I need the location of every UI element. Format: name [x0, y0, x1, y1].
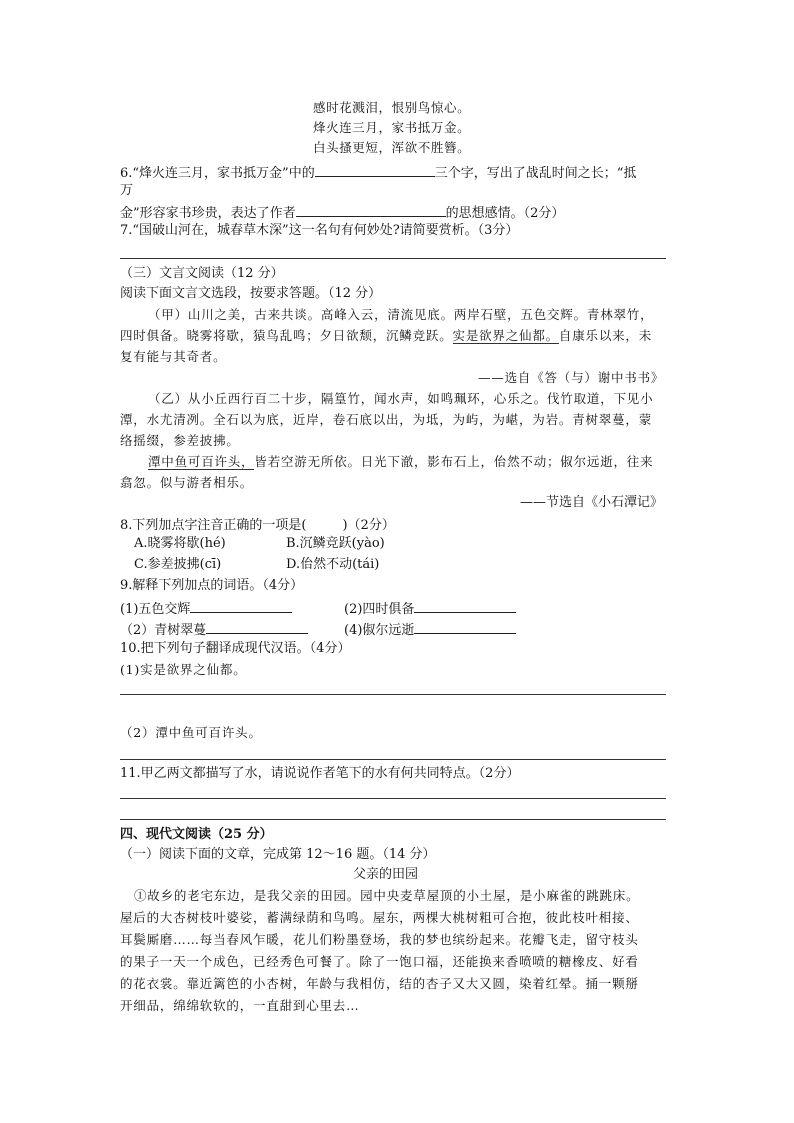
question-9-item-3-label: （2）青树翠蔓	[120, 623, 207, 638]
article-line-3: 耳鬓厮磨……每当春风乍暖，花儿们粉墨登场，我的梦也缤纷起来。花瓣飞走，留守枝头	[120, 932, 639, 947]
article-title: 父亲的田园	[353, 867, 419, 882]
passage-b-line-2: 潭，水尤清冽。全石以为底，近岸，卷石底以出，为坻，为屿，为嵁，为岩。青树翠蔓，蒙	[120, 412, 653, 427]
passage-a-source: ——选自《答（与）谢中书书》	[478, 370, 665, 385]
answer-blank-9-1[interactable]	[190, 598, 292, 613]
passage-a-line-2-text: 四时俱备。晓雾将歇，猿鸟乱鸣；夕日欲颓，沉鳞竞跃。	[120, 328, 453, 343]
passage-a-line-2-end: 自康乐以来，未	[558, 328, 653, 343]
section-4-title: 四、现代文阅读（25 分）	[120, 827, 273, 842]
question-10-item-1: (1)实是欲界之仙都。	[120, 662, 247, 677]
answer-blank-6a[interactable]	[315, 162, 435, 177]
question-8-text: 8.下列加点字注音正确的一项是(	[120, 518, 307, 533]
question-9-item-2	[344, 598, 516, 619]
question-9-item-1	[120, 598, 292, 619]
passage-b-line-3: 络摇缀，参差披拂。	[120, 433, 240, 448]
question-6-line-2: 万	[120, 183, 134, 198]
passage-a-line-3: 复有能与其奇者。	[120, 349, 227, 364]
option-d: D.佁然不动(tái)	[286, 557, 380, 572]
option-b: B.沉鳞竞跃(yào)	[286, 536, 385, 551]
article-line-2: 屋后的大杏树枝叶婆娑，蓄满绿荫和鸟鸣。屋东，两棵大桃树粗可合抱，彼此枝叶相接、	[120, 910, 639, 925]
answer-line-10-1[interactable]	[120, 694, 666, 695]
question-8-text-end: )（2分）	[342, 518, 395, 533]
question-9: 9.解释下列加点的词语。（4分）	[120, 578, 304, 593]
question-9-item-4	[344, 619, 516, 640]
question-6-line-1	[120, 162, 636, 183]
question-9-item-3	[120, 619, 308, 640]
passage-a-line-2	[120, 327, 652, 345]
passage-b-source: ——节选自《小石潭记》	[520, 495, 664, 510]
question-6-text-a: 6.“烽火连三月，家书抵万金”中的	[120, 166, 315, 181]
section-3-title: （三）文言文阅读（12 分）	[120, 266, 284, 281]
section-3-instruction: 阅读下面文言文选段，按要求答题。（12 分）	[120, 286, 382, 301]
question-10: 10.把下列句子翻译成现代汉语。（4分）	[120, 641, 351, 656]
poem-line-2: 烽火连三月，家书抵万金。	[313, 120, 471, 135]
answer-line-10-2[interactable]	[120, 759, 666, 760]
answer-blank-9-3[interactable]	[206, 619, 308, 634]
passage-b-line-4	[148, 453, 653, 471]
poem-line-1: 感时花溅泪，恨别鸟惊心。	[313, 100, 471, 115]
question-11: 11.甲乙两文都描写了水，请说说作者笔下的水有何共同特点。（2分）	[120, 766, 520, 781]
answer-blank-6b[interactable]	[296, 202, 446, 217]
passage-b-line-5: 翕忽。似与游者相乐。	[120, 475, 254, 490]
article-line-4: 的果子一天一个成色，已经秀色可餐了。除了一饱口福，还能换来香喷喷的糖橡皮、好看	[120, 954, 639, 969]
passage-b-underlined-sentence: 潭中鱼可百许头，	[148, 454, 255, 469]
answer-blank-9-4[interactable]	[414, 619, 516, 634]
question-6-line-3	[120, 202, 564, 223]
answer-line-11-1[interactable]	[120, 798, 666, 799]
option-a: A.晓雾将歇(hé)	[134, 536, 226, 551]
answer-line-7[interactable]	[120, 258, 666, 259]
passage-b-line-1: （乙）从小丘西行百二十步，隔篁竹，闻水声，如鸣珮环，心乐之。伐竹取道，下见小	[148, 391, 654, 406]
passage-a-line-1: （甲）山川之美，古来共谈。高峰入云，清流见底。两岸石壁，五色交辉。青林翠竹，	[148, 307, 654, 322]
option-c: C.参差披拂(cī)	[134, 557, 222, 572]
question-9-item-1-label: (1)五色交辉	[120, 602, 191, 617]
passage-a-underlined-sentence: 实是欲界之仙都。	[452, 328, 559, 343]
question-8	[120, 515, 395, 535]
question-10-item-2: （2）潭中鱼可百许头。	[120, 725, 262, 740]
answer-bracket-8[interactable]	[306, 515, 342, 529]
passage-b-line-4-end: 皆若空游无所依。日光下澈，影布石上，佁然不动；俶尔远逝，往来	[254, 454, 654, 469]
article-line-5: 的花衣裳。靠近篱笆的小杏树，年龄与我相仿，结的杏子又大又圆，染着红晕。捅一颗掰	[120, 976, 639, 991]
question-6-text-d: 的思想感情。（2分）	[445, 206, 565, 221]
article-line-6: 开细品，绵绵软软的，一直甜到心里去…	[120, 998, 360, 1013]
question-6-text-c: 金”形容家书珍贵，表达了作者	[120, 206, 296, 221]
answer-line-11-2[interactable]	[120, 819, 666, 820]
question-7: 7.“国破山河在，城春草木深”这一名句有何妙处?请简要赏析。（3分）	[120, 223, 519, 238]
article-line-1: ①故乡的老宅东边，是我父亲的田园。园中央麦草屋顶的小土屋，是小麻雀的跳跳床。	[134, 888, 640, 903]
poem-line-3: 白头搔更短，浑欲不胜簪。	[313, 140, 471, 155]
question-6-text-b: 三个字，写出了战乱时间之长；“抵	[434, 166, 637, 181]
question-9-item-4-label: (4)俶尔远逝	[344, 623, 415, 638]
section-4-subtitle: （一）阅读下面的文章，完成第 12～16 题。（14 分）	[120, 847, 436, 862]
question-9-item-2-label: (2)四时俱备	[344, 602, 415, 617]
answer-blank-9-2[interactable]	[414, 598, 516, 613]
